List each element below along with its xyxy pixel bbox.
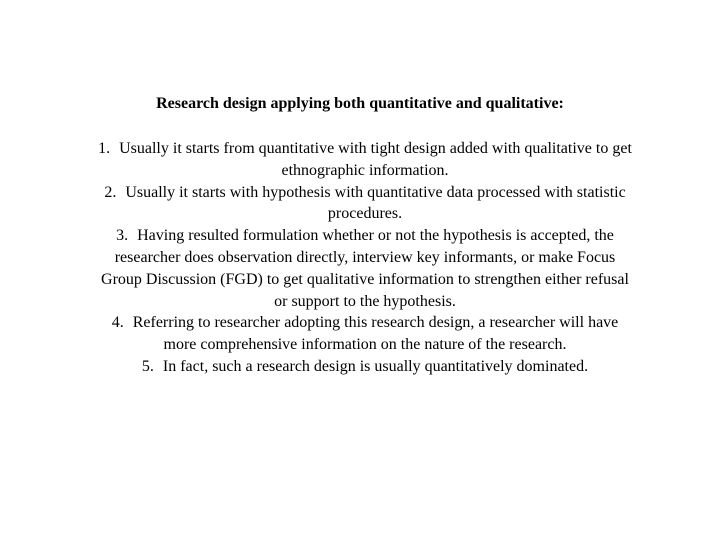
list-item-text: Usually it starts with hypothesis with quantitative data processed with statistic procedures. — [125, 183, 626, 223]
list-item-text: In fact, such a research design is usually quantitatively dominated. — [162, 357, 589, 375]
research-design-list — [95, 138, 635, 378]
list-item-number: 3. — [116, 227, 129, 245]
list-item — [95, 138, 635, 182]
list-item-text: Having resulted formulation whether or not the hypothesis is accepted, the researcher does observation directly, interview key informants, or make Focus Group Discussion (FGD) to get qualitative information to strengthen either refusal or support to the hypothesis. — [101, 227, 629, 310]
list-item — [95, 356, 635, 378]
list-item-text: Usually it starts from quantitative with tight design added with qualitative to get ethnographic information. — [119, 140, 632, 179]
list-item-number: 1. — [98, 140, 111, 157]
list-item-number: 4. — [111, 314, 124, 332]
list-item-text: Referring to researcher adopting this research design, a researcher will have more comprehensive information on the nature of the research. — [132, 314, 619, 354]
list-item-number: 2. — [104, 183, 117, 201]
list-item — [95, 225, 635, 312]
list-item — [95, 312, 635, 356]
list-item-number: 5. — [141, 357, 154, 375]
slide-heading: Research design applying both quantitative and qualitative: — [156, 95, 564, 112]
list-item — [95, 182, 635, 226]
